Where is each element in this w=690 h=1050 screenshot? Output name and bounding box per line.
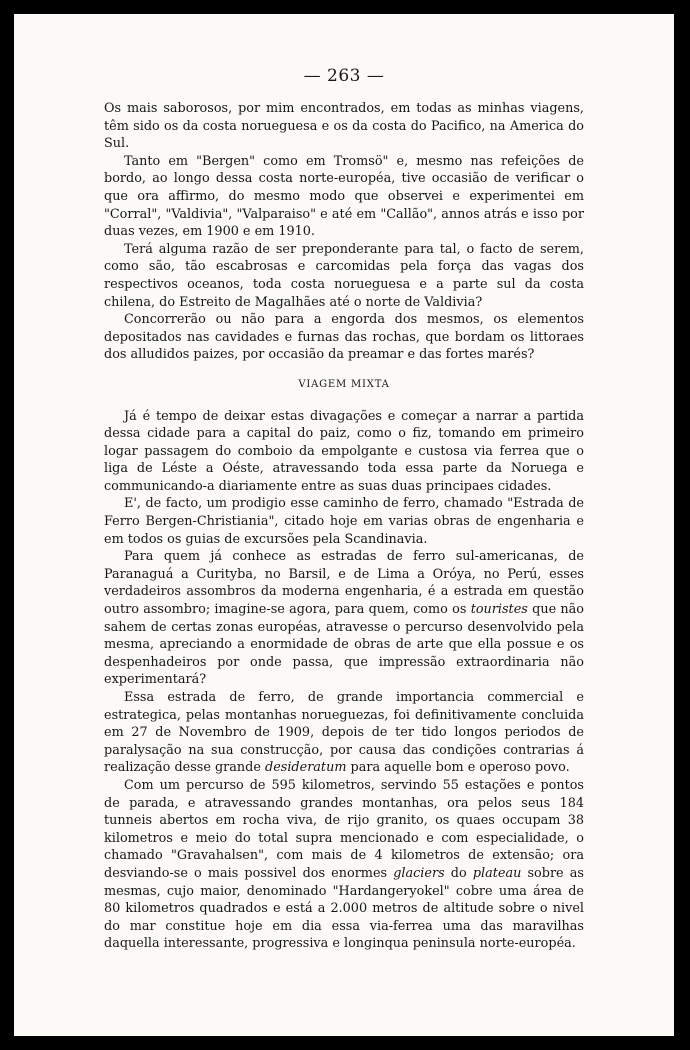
- paragraph: Os mais saborosos, por mim encontrados, em todas as minhas viagens, têm sido os da costa norueguesa e os da costa do Pacifico, na America do Sul.: [104, 101, 584, 152]
- paragraph: Terá alguma razão de ser preponderante para tal, o facto de serem, como são, tão escabrosas e carcomidas pela força das vagas dos respectivos oceanos, toda costa norueguesa e a parte sul da costa chilena, do Estreito de Magalhães até o norte de Valdivia?: [104, 241, 584, 310]
- paragraph: [104, 777, 584, 953]
- italic-text: desideratum: [265, 760, 347, 776]
- scanned-page: [14, 14, 674, 1036]
- text-run: Com um percurso de 595 kilometros, servindo 55 estações e pontos de parada, e atravessando grandes montanhas, ora pelos seus 184 tunneis abertos em rocha viva, de rijo granito, os quaes occupam 38 kilometros e meio do total supra mencionado e com especialidade, o chamado "Gravahalsen", com mais de 4 kilometros de extensão; ora desviando-se o mais possivel dos enormes: [104, 777, 584, 881]
- text-run: que não sahem de certas zonas européas, atravesse o percurso desenvolvido pela mesma, apreciando a enormidade de obras de arte que ella possue e os despenhadeiros por onde passa, que impressão extraordinaria não experimentará?: [104, 602, 585, 688]
- paragraph: Tanto em "Bergen" como em Tromsö" e, mesmo nas refeições de bordo, ao longo dessa costa norte-européa, tive occasião de verificar o que ora affirmo, do mesmo modo que observei e experimentei em "Corral", "Valdivia", "Valparaiso" e até em "Callão", annos atrás e isso por duas vezes, em 1900 e em 1910.: [104, 153, 584, 240]
- text-run: Essa estrada de ferro, de grande importancia commercial e estrategica, pelas montanhas norueguezas, foi definitivamente concluida em 27 de Novembro de 1909, depois de ter tido longos periodos de paralysação na sua construcção, por causa das condições contrarias á realização desse grande: [104, 690, 584, 776]
- paragraph: [104, 548, 584, 689]
- text-run: para aquelle bom e operoso povo.: [346, 760, 570, 776]
- italic-text: touristes: [470, 602, 528, 618]
- italic-text: plateau: [472, 865, 522, 881]
- text-run: sobre as mesmas, cujo maior, denominado "Hardangeryokel" cobre uma área de 80 kilometros quadrados e está a 2.000 metros de altitude sobre o nivel do mar constitue hoje em dia essa via-ferrea uma das maravilhas daquella interessante, progressiva e longinqua peninsula norte-européa.: [104, 865, 584, 952]
- page-number: — 263 —: [303, 66, 385, 86]
- paragraph: [104, 689, 584, 777]
- italic-text: glaciers: [393, 865, 445, 881]
- text-run: Para quem já conhece as estradas de ferro sul-americanas, de Paranaguá a Curityba, no Barsil, e de Lima a Oróya, no Perú, esses verdadeiros assombros da moderna engenharia, é a estrada em questão outro assombro; imagine-se agora, para quem, como os: [104, 549, 584, 618]
- paragraph: Concorrerão ou não para a engorda dos mesmos, os elementos depositados nas cavidades e furnas das rochas, que bordam os littoraes dos alludidos paizes, por occasião da preamar e das fortes marés?: [104, 312, 584, 363]
- text-run: do: [444, 865, 473, 881]
- paragraph: Já é tempo de deixar estas divagações e começar a narrar a partida dessa cidade para a capital do paiz, como o fiz, tomando em primeiro logar passagem do comboio da empolgante e custosa via ferrea que o liga de Léste a Oéste, atravessando toda essa parte da Noruega e communicando-a diariamente entre as suas duas principaes cidades.: [104, 408, 584, 494]
- body-text: [104, 100, 584, 953]
- section-heading: VIAGEM MIXTA: [298, 378, 390, 390]
- paragraph: E', de facto, um prodigio esse caminho de ferro, chamado "Estrada de Ferro Bergen-Christiania", citado hoje em varias obras de engenharia e em todos os guias de excursões pela Scandinavia.: [104, 496, 584, 547]
